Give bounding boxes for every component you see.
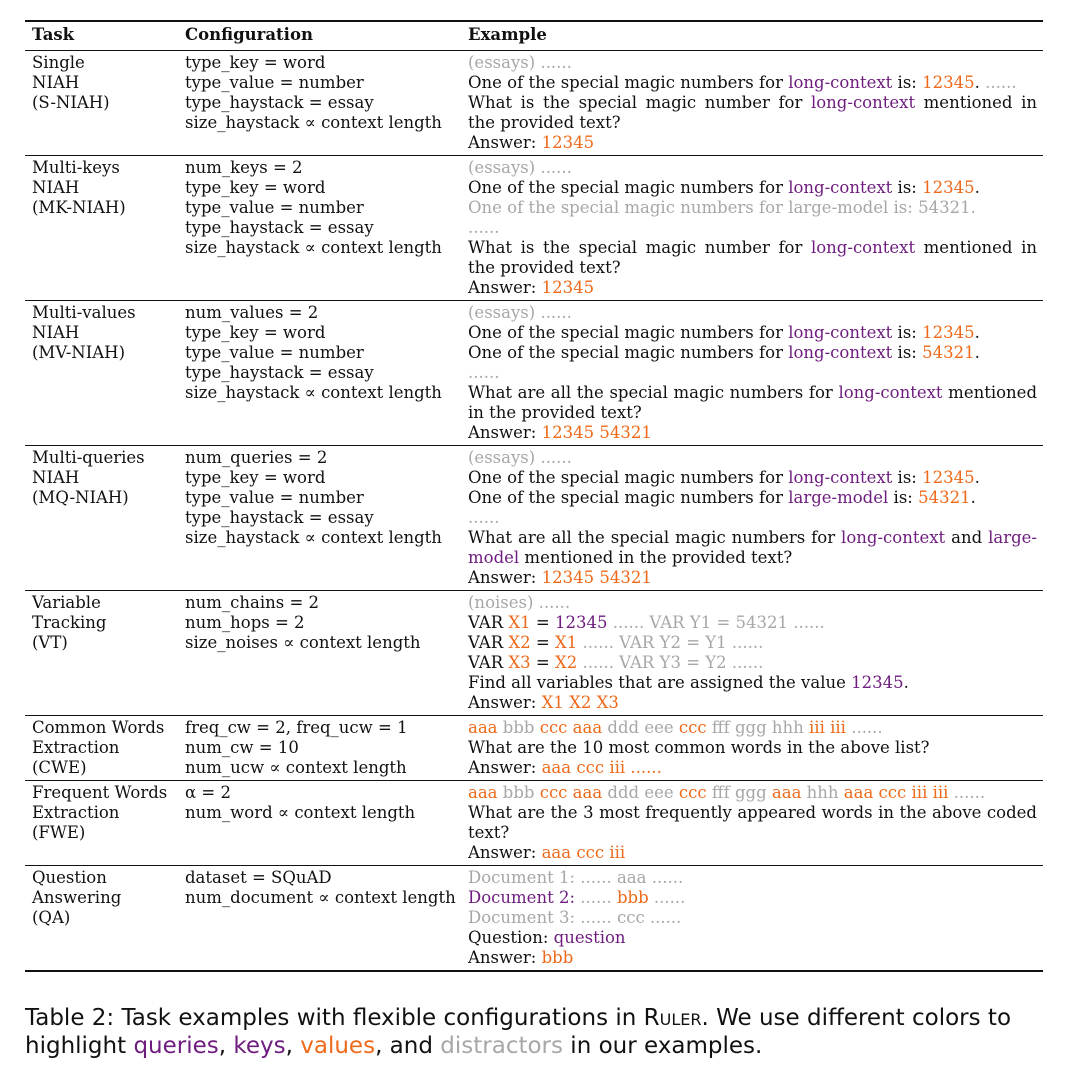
example-line <box>468 53 1037 73</box>
configuration-line: num_hops = 2 <box>185 613 305 632</box>
distractor-text: (essays) ...... <box>468 448 572 467</box>
configuration-line: type_haystack = essay <box>185 93 374 112</box>
distractor-text: bbb <box>497 783 540 802</box>
distractor-text: One of the special magic numbers for large-model is: 54321. <box>468 198 976 217</box>
configuration-line: size_haystack ∝ context length <box>185 238 442 257</box>
example-line <box>468 488 1037 508</box>
example-text: One of the special magic numbers for <box>468 323 789 342</box>
task-cell <box>25 781 178 866</box>
example-line <box>468 803 1037 843</box>
task-table-container <box>25 20 1043 972</box>
configuration-line: num_queries = 2 <box>185 448 328 467</box>
query-text: large-model <box>788 488 889 507</box>
value-text: 12345 <box>541 278 595 297</box>
value-text: 12345 <box>922 178 975 197</box>
configuration-line: type_haystack = essay <box>185 508 374 527</box>
table-header <box>25 21 1043 51</box>
configuration-line: type_value = number <box>185 73 364 92</box>
task-cell <box>25 866 178 972</box>
example-cell <box>461 446 1043 591</box>
table-row <box>25 51 1043 156</box>
configuration-line: dataset = SQuAD <box>185 868 332 887</box>
configuration-cell <box>178 446 461 591</box>
example-text: = <box>530 653 555 672</box>
example-text: and <box>945 528 989 547</box>
example-text: One of the special magic numbers for <box>468 73 789 92</box>
task-line: (FWE) <box>32 823 86 842</box>
task-line: NIAH <box>32 468 80 487</box>
caption-keys: keys <box>233 1033 286 1059</box>
value-text: 12345 <box>922 323 975 342</box>
task-cell <box>25 51 178 156</box>
example-line <box>468 888 1037 908</box>
configuration-line: size_haystack ∝ context length <box>185 113 442 132</box>
distractor-text: hhh <box>801 783 844 802</box>
configuration-line: type_value = number <box>185 343 364 362</box>
value-text: ccc aaa <box>539 783 603 802</box>
example-line <box>468 783 1037 803</box>
task-line: (S-NIAH) <box>32 93 110 112</box>
example-text: = <box>530 633 555 652</box>
task-line: (QA) <box>32 908 71 927</box>
caption-queries: queries <box>133 1033 219 1059</box>
configuration-line: num_values = 2 <box>185 303 319 322</box>
configuration-line: type_haystack = essay <box>185 363 374 382</box>
table-row <box>25 716 1043 781</box>
example-text: What is the special magic number for <box>468 93 811 112</box>
distractor-text: ...... <box>468 363 500 382</box>
value-text: ccc aaa <box>539 718 603 737</box>
example-text: What are the 10 most common words in the above list? <box>468 738 930 757</box>
task-line: NIAH <box>32 73 80 92</box>
example-line <box>468 303 1037 323</box>
task-line: Extraction <box>32 738 120 757</box>
value-text: aaa <box>468 718 498 737</box>
configuration-line: num_chains = 2 <box>185 593 320 612</box>
example-text: Answer: <box>468 133 542 152</box>
task-examples-table <box>25 20 1043 972</box>
example-line <box>468 868 1037 888</box>
example-text: One of the special magic numbers for <box>468 468 789 487</box>
example-cell <box>461 781 1043 866</box>
example-line <box>468 673 1037 693</box>
example-text: is: <box>888 488 919 507</box>
distractor-text: (essays) ...... <box>468 158 572 177</box>
example-line <box>468 423 1037 443</box>
key-text: Document 2: <box>468 888 576 907</box>
task-line: Extraction <box>32 803 120 822</box>
task-cell <box>25 156 178 301</box>
configuration-line: size_haystack ∝ context length <box>185 383 442 402</box>
query-text: long-context <box>841 528 946 547</box>
example-line <box>468 908 1037 928</box>
example-line <box>468 613 1037 633</box>
caption-sep: , and <box>375 1033 441 1059</box>
query-text: question <box>553 928 626 947</box>
example-line <box>468 448 1037 468</box>
value-text: X1 <box>508 613 531 632</box>
example-text: What are all the special magic numbers for <box>468 528 842 547</box>
header-task: Task <box>32 25 75 44</box>
task-line: NIAH <box>32 323 80 342</box>
distractor-text: ...... <box>468 508 500 527</box>
task-cell <box>25 446 178 591</box>
task-line: (CWE) <box>32 758 87 777</box>
distractor-text: fff ggg <box>706 783 772 802</box>
example-line <box>468 718 1037 738</box>
distractor-text: ...... <box>845 718 883 737</box>
value-text: aaa ccc iii <box>541 843 626 862</box>
value-text: aaa ccc iii iii <box>843 783 949 802</box>
distractor-text: ...... <box>648 888 686 907</box>
caption-prefix: Table 2: Task examples with flexible configurations in <box>25 1005 644 1031</box>
example-text: mentioned in the provided text? <box>519 548 793 567</box>
value-text: 54321 <box>922 343 975 362</box>
table-caption <box>25 1004 1055 1060</box>
configuration-line: freq_cw = 2, freq_ucw = 1 <box>185 718 408 737</box>
example-line <box>468 508 1037 528</box>
value-text: ccc <box>678 718 707 737</box>
task-line: Variable <box>32 593 101 612</box>
configuration-line: type_haystack = essay <box>185 218 374 237</box>
value-text: 12345 <box>922 468 975 487</box>
example-line <box>468 843 1037 863</box>
example-cell <box>461 866 1043 972</box>
distractor-text: ...... <box>948 783 986 802</box>
example-line <box>468 928 1037 948</box>
distractor-text: Document 1: ...... aaa ...... <box>468 868 684 887</box>
task-line: Multi-values <box>32 303 136 322</box>
example-text: is: <box>892 343 923 362</box>
value-text: 12345 <box>922 73 975 92</box>
header-example: Example <box>468 25 547 44</box>
configuration-cell <box>178 156 461 301</box>
example-text: is: <box>892 468 923 487</box>
example-text: Answer: <box>468 693 542 712</box>
example-line <box>468 198 1037 218</box>
example-line <box>468 693 1037 713</box>
configuration-line: num_word ∝ context length <box>185 803 416 822</box>
configuration-line: type_key = word <box>185 468 326 487</box>
task-line: NIAH <box>32 178 80 197</box>
example-text: . <box>903 673 909 692</box>
example-text: mentioned in the provided text? <box>468 93 1037 132</box>
example-text: is: <box>892 73 923 92</box>
configuration-line: size_haystack ∝ context length <box>185 528 442 547</box>
example-text: . <box>974 178 980 197</box>
caption-ruler: Ruler <box>643 1005 702 1031</box>
value-text: X2 <box>554 653 578 672</box>
example-text: Answer: <box>468 843 542 862</box>
example-text: Question: <box>468 928 554 947</box>
configuration-line: num_cw = 10 <box>185 738 299 757</box>
key-text: 12345 <box>851 673 904 692</box>
example-text: VAR <box>468 653 509 672</box>
example-line <box>468 93 1037 133</box>
value-text: X3 <box>508 653 531 672</box>
task-line: Single <box>32 53 85 72</box>
example-text: is: <box>892 178 923 197</box>
example-text: One of the special magic numbers for <box>468 343 789 362</box>
distractor-text: bbb <box>497 718 540 737</box>
example-line <box>468 528 1037 568</box>
example-text: . <box>970 488 976 507</box>
task-line: Common Words <box>32 718 165 737</box>
distractor-text: ...... VAR Y1 = 54321 ...... <box>607 613 825 632</box>
example-text: Answer: <box>468 278 542 297</box>
example-line <box>468 218 1037 238</box>
example-text: What are the 3 most frequently appeared words in the above coded text? <box>468 803 1037 842</box>
value-text: aaa ccc iii ...... <box>541 758 662 777</box>
task-line: Question <box>32 868 107 887</box>
table-row <box>25 866 1043 972</box>
header-row <box>25 21 1043 51</box>
example-line <box>468 383 1037 423</box>
value-text: aaa <box>468 783 498 802</box>
query-text: long-context <box>788 468 893 487</box>
value-text: aaa <box>771 783 802 802</box>
distractor-text: (essays) ...... <box>468 53 572 72</box>
value-text: 12345 <box>541 133 595 152</box>
query-text: long-context <box>788 178 893 197</box>
task-line: Answering <box>32 888 122 907</box>
example-text: . <box>974 468 980 487</box>
example-cell <box>461 591 1043 716</box>
query-text: long-context <box>788 323 893 342</box>
configuration-line: type_value = number <box>185 488 364 507</box>
configuration-cell <box>178 51 461 156</box>
example-line <box>468 178 1037 198</box>
example-text: One of the special magic numbers for <box>468 178 789 197</box>
task-line: Tracking <box>32 613 107 632</box>
distractor-text: ...... <box>985 73 1017 92</box>
configuration-line: type_key = word <box>185 53 326 72</box>
example-line <box>468 238 1037 278</box>
query-text: long-context <box>810 238 916 257</box>
task-cell <box>25 301 178 446</box>
distractor-text: ...... <box>575 888 617 907</box>
example-line <box>468 738 1037 758</box>
example-text: is: <box>892 323 923 342</box>
task-line: (MQ-NIAH) <box>32 488 129 507</box>
distractor-text: ...... VAR Y3 = Y2 ...... <box>577 653 764 672</box>
example-cell <box>461 301 1043 446</box>
task-line: (VT) <box>32 633 68 652</box>
distractor-text: ddd eee <box>602 783 679 802</box>
example-text: VAR <box>468 613 509 632</box>
value-text: iii iii <box>809 718 846 737</box>
distractor-text: Document 3: ...... ccc ...... <box>468 908 682 927</box>
configuration-line: type_value = number <box>185 198 364 217</box>
task-cell <box>25 591 178 716</box>
configuration-cell <box>178 781 461 866</box>
example-line <box>468 653 1037 673</box>
example-text: mentioned in the provided text? <box>468 238 1037 277</box>
distractor-text: ...... <box>468 218 500 237</box>
example-line <box>468 323 1037 343</box>
query-text: long-context <box>788 73 893 92</box>
caption-mid: . We use different colors to highlight <box>25 1005 1012 1059</box>
task-cell <box>25 716 178 781</box>
table-row <box>25 301 1043 446</box>
value-text: 12345 54321 <box>541 568 652 587</box>
header-configuration: Configuration <box>185 25 313 44</box>
example-text: Answer: <box>468 948 542 967</box>
example-line <box>468 73 1037 93</box>
configuration-line: size_noises ∝ context length <box>185 633 421 652</box>
configuration-line: type_key = word <box>185 178 326 197</box>
example-text: Find all variables that are assigned the value <box>468 673 852 692</box>
query-text: long-context <box>788 343 893 362</box>
query-text: large-model <box>468 528 1037 567</box>
query-text: long-context <box>838 383 943 402</box>
example-line <box>468 633 1037 653</box>
caption-values: values <box>300 1033 376 1059</box>
key-text: 12345 <box>554 613 608 632</box>
example-line <box>468 758 1037 778</box>
distractor-text: ddd eee <box>602 718 679 737</box>
task-line: Frequent Words <box>32 783 168 802</box>
configuration-cell <box>178 716 461 781</box>
configuration-line: type_key = word <box>185 323 326 342</box>
value-text: 12345 54321 <box>541 423 652 442</box>
example-line <box>468 948 1037 968</box>
example-line <box>468 568 1037 588</box>
example-text: = <box>530 613 555 632</box>
table-row <box>25 591 1043 716</box>
example-cell <box>461 156 1043 301</box>
example-line <box>468 593 1037 613</box>
example-text: . <box>974 323 980 342</box>
example-text: VAR <box>468 633 509 652</box>
task-line: (MV-NIAH) <box>32 343 126 362</box>
caption-sep: , <box>285 1033 301 1059</box>
table-body <box>25 51 1043 972</box>
table-row <box>25 781 1043 866</box>
example-text: What are all the special magic numbers for <box>468 383 839 402</box>
example-text: . <box>974 343 980 362</box>
distractor-text: (noises) ...... <box>468 593 571 612</box>
example-text: Answer: <box>468 758 542 777</box>
example-text: . <box>974 73 986 92</box>
configuration-line: num_keys = 2 <box>185 158 303 177</box>
value-text: X1 X2 X3 <box>541 693 619 712</box>
caption-suffix: in our examples. <box>563 1033 763 1059</box>
example-text: One of the special magic numbers for <box>468 488 789 507</box>
example-line <box>468 363 1037 383</box>
example-line <box>468 468 1037 488</box>
caption-sep: , <box>218 1033 234 1059</box>
example-cell <box>461 716 1043 781</box>
value-text: ccc <box>678 783 707 802</box>
example-text: What is the special magic number for <box>468 238 811 257</box>
table-row <box>25 156 1043 301</box>
value-text: X1 <box>554 633 578 652</box>
table-row <box>25 446 1043 591</box>
distractor-text: (essays) ...... <box>468 303 572 322</box>
distractor-text: ...... VAR Y2 = Y1 ...... <box>577 633 764 652</box>
value-text: bbb <box>541 948 574 967</box>
example-text: Answer: <box>468 568 542 587</box>
caption-distractors: distractors <box>440 1033 563 1059</box>
distractor-text: fff ggg hhh <box>706 718 810 737</box>
example-text: Answer: <box>468 423 542 442</box>
example-line <box>468 278 1037 298</box>
query-text: long-context <box>810 93 916 112</box>
configuration-cell <box>178 591 461 716</box>
value-text: bbb <box>616 888 649 907</box>
example-text: mentioned in the provided text? <box>468 383 1038 422</box>
configuration-line: num_ucw ∝ context length <box>185 758 407 777</box>
value-text: X2 <box>508 633 531 652</box>
configuration-cell <box>178 301 461 446</box>
example-cell <box>461 51 1043 156</box>
task-line: (MK-NIAH) <box>32 198 126 217</box>
task-line: Multi-queries <box>32 448 145 467</box>
task-line: Multi-keys <box>32 158 120 177</box>
example-line <box>468 158 1037 178</box>
example-line <box>468 343 1037 363</box>
value-text: 54321 <box>918 488 971 507</box>
example-line <box>468 133 1037 153</box>
configuration-cell <box>178 866 461 972</box>
configuration-line: num_document ∝ context length <box>185 888 456 907</box>
configuration-line: α = 2 <box>185 783 231 802</box>
